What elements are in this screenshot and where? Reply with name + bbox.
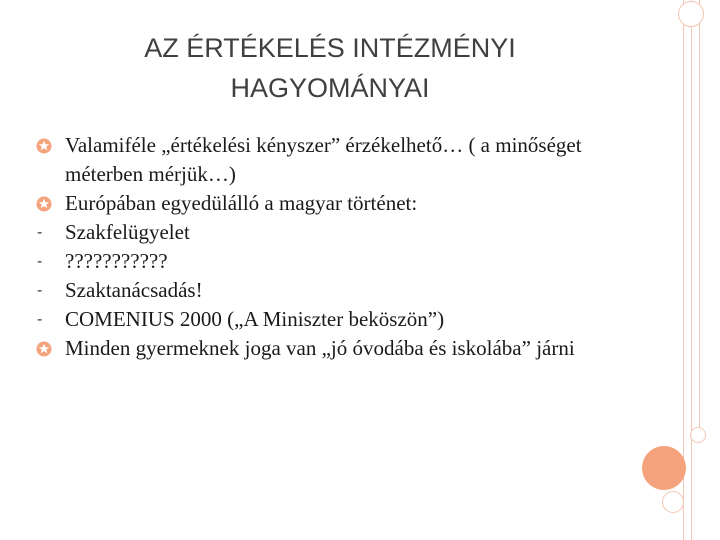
list-item — [36, 305, 636, 334]
list-item-text: Minden gyermeknek joga van „jó óvodába és iskolába” járni — [65, 336, 575, 360]
decorative-circle — [662, 491, 684, 513]
list-item — [36, 189, 636, 218]
list-item-text: COMENIUS 2000 („A Miniszter beköszön”) — [65, 307, 445, 331]
dash-bullet-icon: - — [37, 311, 43, 328]
decorative-line — [699, 0, 700, 430]
slide-title — [60, 28, 600, 108]
list-item — [36, 131, 636, 189]
list-item — [36, 334, 636, 363]
star-bullet-icon — [36, 341, 52, 357]
star-bullet-icon — [36, 196, 52, 212]
list-item-text: Szakfelügyelet — [65, 220, 190, 244]
decorative-circle — [690, 427, 706, 443]
dash-bullet-icon: - — [37, 224, 43, 241]
list-item-text: Szaktanácsadás! — [65, 278, 203, 302]
list-item — [36, 218, 636, 247]
decorative-circle — [678, 1, 704, 27]
star-bullet-icon — [36, 138, 52, 154]
decorative-line — [691, 0, 692, 540]
list-item-text: ??????????? — [65, 249, 168, 273]
dash-bullet-icon: - — [37, 253, 43, 270]
list-item-text: Európában egyedülálló a magyar történet: — [65, 191, 418, 215]
title-line: HAGYOMÁNYAI — [230, 73, 430, 103]
decorative-circle-filled — [642, 446, 686, 490]
dash-bullet-icon: - — [37, 282, 43, 299]
list-item — [36, 247, 636, 276]
list-item — [36, 276, 636, 305]
title-line: AZ ÉRTÉKELÉS INTÉZMÉNYI — [144, 33, 516, 63]
list-item-text: Valamiféle „értékelési kényszer” érzékelhető… ( a minőséget méterben mérjük…) — [65, 133, 582, 186]
bullet-list — [36, 131, 636, 363]
